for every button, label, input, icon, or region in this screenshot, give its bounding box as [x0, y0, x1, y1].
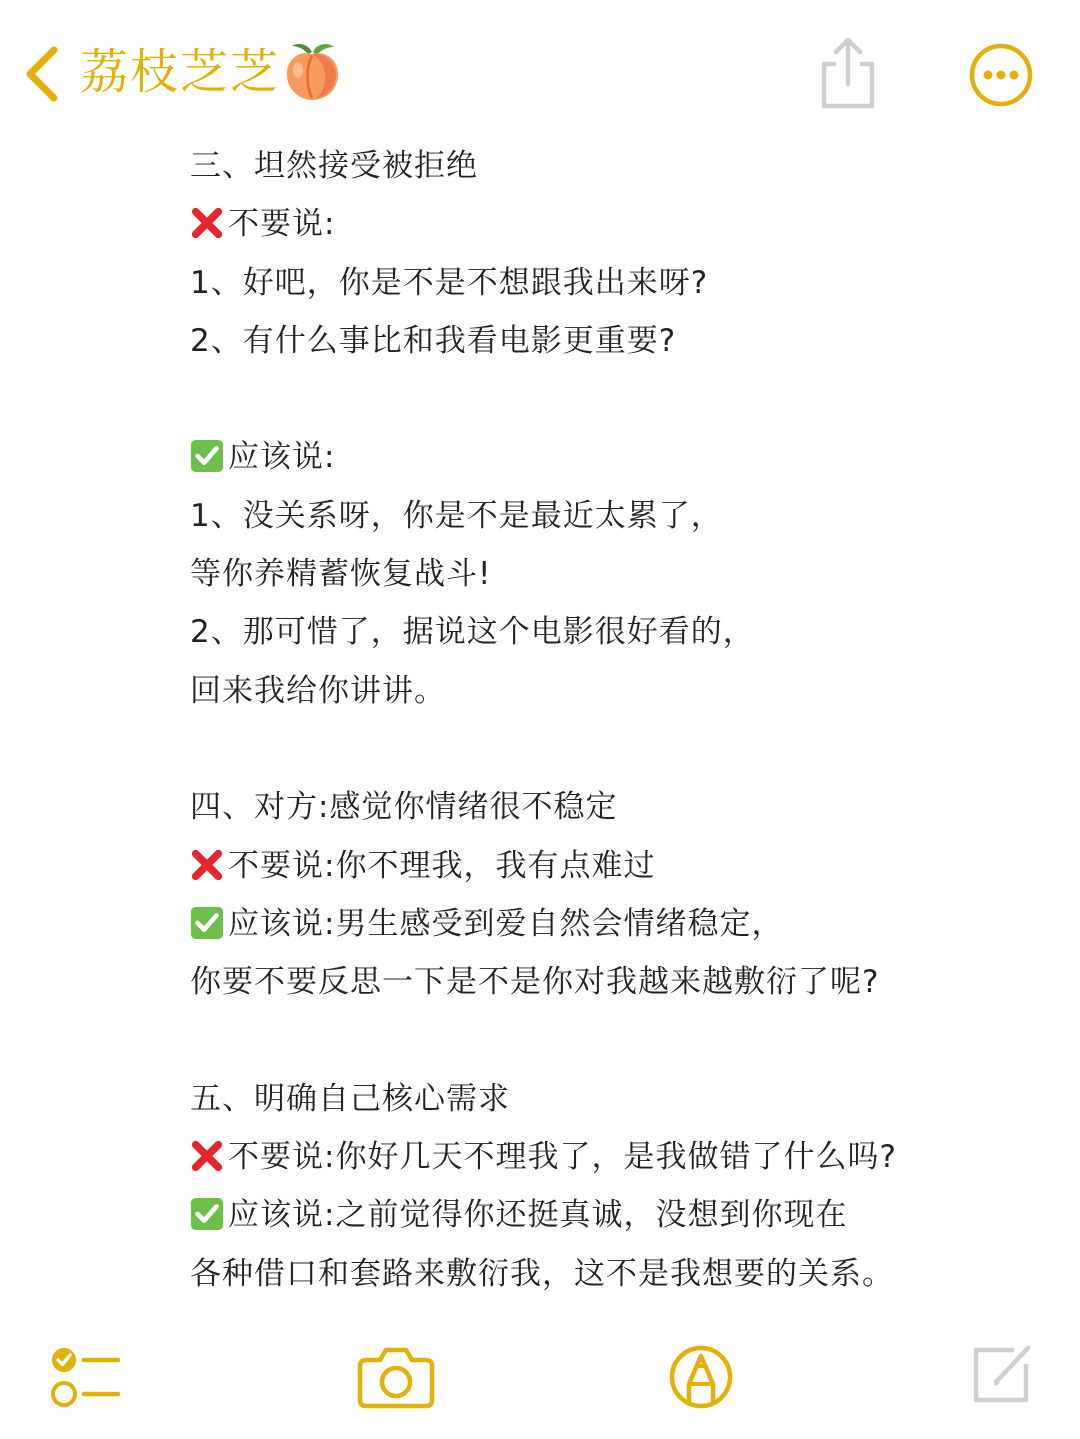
red-cross-icon — [190, 1139, 224, 1173]
nav-header — [0, 0, 1080, 140]
markup-button[interactable] — [666, 1342, 736, 1416]
note-line — [190, 428, 1050, 486]
note-line-text: 不要说:你不理我，我有点难过 — [228, 847, 656, 884]
note-line-text: 应该说:之前觉得你还挺真诚，没想到你现在 — [228, 1197, 848, 1234]
note-line — [190, 953, 1050, 1011]
camera-button[interactable] — [356, 1342, 436, 1414]
note-line-text: 不要说:你好几天不理我了，是我做错了什么吗? — [228, 1139, 897, 1176]
share-button[interactable] — [812, 34, 884, 114]
blank-line — [190, 720, 1050, 778]
bottom-toolbar — [0, 1330, 1080, 1430]
note-line-text: 2、有什么事比和我看电影更重要? — [190, 322, 677, 359]
note-line — [190, 603, 1050, 661]
more-options-button[interactable] — [968, 42, 1034, 108]
note-line — [190, 487, 1050, 545]
peach-icon — [282, 40, 342, 118]
note-line — [190, 137, 1050, 195]
note-line-text: 你要不要反思一下是不是你对我越来越敷衍了呢? — [190, 964, 880, 1001]
note-body[interactable] — [190, 137, 1050, 1303]
note-line — [190, 254, 1050, 312]
note-line — [190, 778, 1050, 836]
compose-button[interactable] — [970, 1340, 1036, 1410]
checklist-button[interactable] — [48, 1344, 122, 1412]
note-title-text: 荔枝芝芝 — [80, 44, 281, 100]
note-line-text: 应该说:男生感受到爱自然会情绪稳定， — [228, 905, 784, 942]
green-check-icon — [190, 439, 224, 473]
note-line — [190, 1245, 1050, 1303]
note-line — [190, 895, 1050, 953]
note-line-text: 1、没关系呀，你是不是最近太累了， — [190, 497, 723, 534]
note-line-text: 回来我给你讲讲。 — [190, 672, 446, 709]
note-line-text: 2、那可惜了，据说这个电影很好看的， — [190, 614, 755, 651]
green-check-icon — [190, 1197, 224, 1231]
blank-line — [190, 1011, 1050, 1069]
camera-icon — [356, 1342, 436, 1410]
note-line — [190, 195, 1050, 253]
note-line — [190, 837, 1050, 895]
note-line-text: 应该说: — [228, 439, 336, 476]
note-line-text: 三、坦然接受被拒绝 — [190, 148, 478, 184]
more-icon — [968, 42, 1034, 108]
markup-pen-icon — [666, 1342, 736, 1412]
green-check-icon — [190, 906, 224, 940]
share-icon — [812, 34, 884, 114]
red-cross-icon — [190, 206, 224, 240]
back-button[interactable] — [18, 42, 68, 106]
note-line — [190, 662, 1050, 720]
note-line-text: 1、好吧，你是不是不想跟我出来呀? — [190, 264, 709, 301]
chevron-left-icon — [18, 42, 68, 106]
note-line — [190, 1070, 1050, 1128]
blank-line — [190, 370, 1050, 428]
note-line-text: 等你养精蓄恢复战斗! — [190, 556, 492, 593]
compose-icon — [970, 1340, 1036, 1406]
note-line — [190, 545, 1050, 603]
note-title — [80, 40, 342, 118]
note-line — [190, 1186, 1050, 1244]
checklist-icon — [48, 1344, 122, 1408]
note-line-text: 四、对方:感觉你情绪很不稳定 — [190, 789, 618, 826]
note-line-text: 五、明确自己核心需求 — [190, 1080, 510, 1117]
note-line — [190, 312, 1050, 370]
red-cross-icon — [190, 848, 224, 882]
note-line — [190, 1128, 1050, 1186]
note-line-text: 各种借口和套路来敷衍我，这不是我想要的关系。 — [190, 1255, 894, 1292]
note-line-text: 不要说: — [228, 206, 336, 243]
